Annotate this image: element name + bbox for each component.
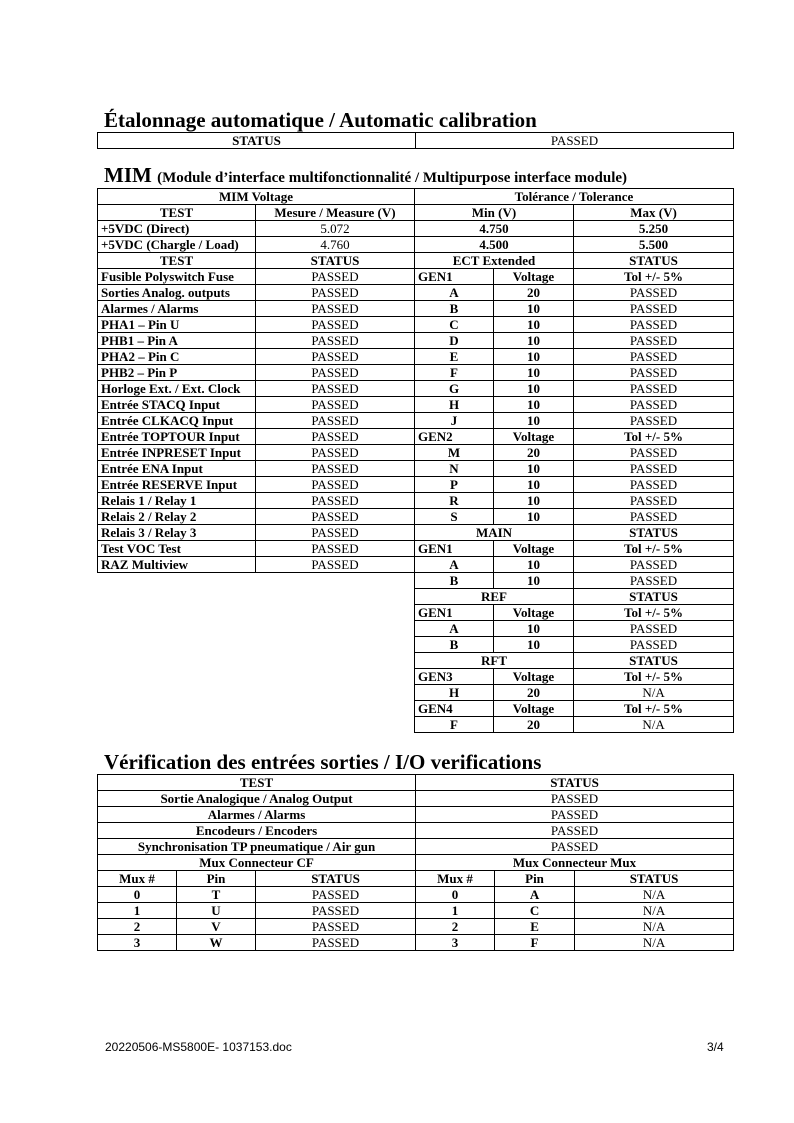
channel-voltage: 10 bbox=[494, 637, 574, 653]
voltage-min: 4.750 bbox=[415, 221, 574, 237]
mux-mux-number: 1 bbox=[416, 903, 495, 919]
channel-letter: R bbox=[415, 493, 494, 509]
channel-letter: C bbox=[415, 317, 494, 333]
mux-mux-status-header: STATUS bbox=[575, 871, 734, 887]
ect-status-header: STATUS bbox=[574, 253, 734, 269]
channel-status: PASSED bbox=[574, 621, 734, 637]
mux-cf-number: 2 bbox=[98, 919, 177, 935]
col-max-header: Max (V) bbox=[574, 205, 734, 221]
channel-status: PASSED bbox=[574, 413, 734, 429]
ect-extended-header: ECT Extended bbox=[415, 253, 574, 269]
mux-cf-number: 1 bbox=[98, 903, 177, 919]
test-name: Entrée RESERVE Input bbox=[98, 477, 256, 493]
mim-title-main: MIM bbox=[104, 163, 152, 187]
channel-voltage: 20 bbox=[494, 717, 574, 733]
table-row bbox=[98, 413, 734, 429]
table-row bbox=[98, 397, 734, 413]
channel-voltage: 10 bbox=[494, 413, 574, 429]
voltage-label: Voltage bbox=[494, 269, 574, 285]
table-row bbox=[98, 605, 734, 621]
test-status: PASSED bbox=[256, 429, 415, 445]
voltage-min: 4.500 bbox=[415, 237, 574, 253]
io-test: Synchronisation TP pneumatique / Air gun bbox=[98, 839, 416, 855]
col-test-header: TEST bbox=[98, 205, 256, 221]
test-name: Relais 3 / Relay 3 bbox=[98, 525, 256, 541]
mim-title-sub: (Module d’interface multifonctionnalité / Multipurpose interface module) bbox=[157, 170, 628, 186]
table-row bbox=[98, 333, 734, 349]
channel-voltage: 10 bbox=[494, 349, 574, 365]
channel-voltage: 10 bbox=[494, 557, 574, 573]
table-row bbox=[98, 701, 734, 717]
mux-header-row bbox=[98, 871, 734, 887]
io-table bbox=[97, 774, 734, 951]
test-name: Horloge Ext. / Ext. Clock bbox=[98, 381, 256, 397]
calibration-status-value: PASSED bbox=[416, 133, 734, 149]
io-title: Vérification des entrées sorties / I/O verifications bbox=[104, 750, 542, 774]
channel-status: PASSED bbox=[574, 557, 734, 573]
io-test: Sortie Analogique / Analog Output bbox=[98, 791, 416, 807]
table-row bbox=[98, 685, 734, 701]
mux-mux-status: N/A bbox=[575, 919, 734, 935]
mux-cf-status: PASSED bbox=[256, 935, 416, 951]
channel-letter: N bbox=[415, 461, 494, 477]
channel-letter: H bbox=[415, 685, 494, 701]
test-name: Entrée INPRESET Input bbox=[98, 445, 256, 461]
mux-row bbox=[98, 887, 734, 903]
mux-mux-pin: A bbox=[495, 887, 575, 903]
empty-cell bbox=[98, 701, 256, 717]
left-status-header: STATUS bbox=[256, 253, 415, 269]
channel-status: PASSED bbox=[574, 381, 734, 397]
mux-mux-number: 2 bbox=[416, 919, 495, 935]
io-header-row bbox=[98, 775, 734, 791]
tolerance-label: Tol +/- 5% bbox=[574, 669, 734, 685]
voltage-label: Voltage bbox=[494, 605, 574, 621]
tolerance-label: Tol +/- 5% bbox=[574, 541, 734, 557]
mux-row bbox=[98, 903, 734, 919]
group-name: MAIN bbox=[415, 525, 574, 541]
mim-table bbox=[97, 188, 734, 733]
table-row bbox=[98, 429, 734, 445]
calibration-title: Étalonnage automatique / Automatic calibration bbox=[104, 108, 537, 132]
channel-status: PASSED bbox=[574, 349, 734, 365]
generator-name: GEN3 bbox=[415, 669, 494, 685]
table-row bbox=[98, 285, 734, 301]
table-row bbox=[98, 509, 734, 525]
mux-mux-number: 0 bbox=[416, 887, 495, 903]
voltage-label: Voltage bbox=[494, 669, 574, 685]
table-row bbox=[98, 573, 734, 589]
empty-cell bbox=[256, 621, 415, 637]
channel-letter: F bbox=[415, 365, 494, 381]
group-status-header: STATUS bbox=[574, 525, 734, 541]
mux-cf-pin-header: Pin bbox=[177, 871, 256, 887]
channel-voltage: 10 bbox=[494, 381, 574, 397]
empty-cell bbox=[98, 653, 256, 669]
channel-letter: B bbox=[415, 301, 494, 317]
table-row bbox=[98, 349, 734, 365]
mux-mux-pin: E bbox=[495, 919, 575, 935]
channel-status: N/A bbox=[574, 717, 734, 733]
channel-status: PASSED bbox=[574, 397, 734, 413]
mux-cf-number: 0 bbox=[98, 887, 177, 903]
channel-status: PASSED bbox=[574, 301, 734, 317]
voltage-row bbox=[98, 221, 734, 237]
test-status: PASSED bbox=[256, 317, 415, 333]
tolerance-label: Tol +/- 5% bbox=[574, 269, 734, 285]
test-status: PASSED bbox=[256, 493, 415, 509]
test-name: RAZ Multiview bbox=[98, 557, 256, 573]
voltage-max: 5.500 bbox=[574, 237, 734, 253]
empty-cell bbox=[98, 637, 256, 653]
mux-mux-title: Mux Connecteur Mux bbox=[416, 855, 734, 871]
channel-voltage: 10 bbox=[494, 573, 574, 589]
voltage-label: Voltage bbox=[494, 701, 574, 717]
mim-voltage-header: MIM Voltage bbox=[98, 189, 415, 205]
channel-voltage: 10 bbox=[494, 509, 574, 525]
table-row bbox=[98, 589, 734, 605]
test-name: Entrée CLKACQ Input bbox=[98, 413, 256, 429]
io-status: PASSED bbox=[416, 823, 734, 839]
channel-status: PASSED bbox=[574, 285, 734, 301]
mim-title bbox=[104, 163, 627, 188]
mux-row bbox=[98, 935, 734, 951]
table-row bbox=[98, 381, 734, 397]
empty-cell bbox=[256, 605, 415, 621]
left-test-header: TEST bbox=[98, 253, 256, 269]
generator-name: GEN2 bbox=[415, 429, 494, 445]
channel-status: PASSED bbox=[574, 317, 734, 333]
channel-voltage: 20 bbox=[494, 445, 574, 461]
io-test: Alarmes / Alarms bbox=[98, 807, 416, 823]
test-name: PHA2 – Pin C bbox=[98, 349, 256, 365]
mux-cf-number: 3 bbox=[98, 935, 177, 951]
mux-cf-status: PASSED bbox=[256, 903, 416, 919]
channel-letter: M bbox=[415, 445, 494, 461]
test-status: PASSED bbox=[256, 445, 415, 461]
mux-row bbox=[98, 919, 734, 935]
channel-voltage: 10 bbox=[494, 365, 574, 381]
channel-status: PASSED bbox=[574, 445, 734, 461]
test-status: PASSED bbox=[256, 461, 415, 477]
mux-mux-mux-header: Mux # bbox=[416, 871, 495, 887]
test-status: PASSED bbox=[256, 397, 415, 413]
mux-cf-status: PASSED bbox=[256, 887, 416, 903]
test-name: Test VOC Test bbox=[98, 541, 256, 557]
channel-status: PASSED bbox=[574, 477, 734, 493]
test-status: PASSED bbox=[256, 413, 415, 429]
mux-cf-pin: U bbox=[177, 903, 256, 919]
channel-voltage: 10 bbox=[494, 477, 574, 493]
io-status: PASSED bbox=[416, 807, 734, 823]
io-col-status: STATUS bbox=[416, 775, 734, 791]
channel-letter: P bbox=[415, 477, 494, 493]
test-name: Sorties Analog. outputs bbox=[98, 285, 256, 301]
test-status: PASSED bbox=[256, 285, 415, 301]
test-status: PASSED bbox=[256, 301, 415, 317]
group-name: REF bbox=[415, 589, 574, 605]
io-row bbox=[98, 839, 734, 855]
col-measure-header: Mesure / Measure (V) bbox=[256, 205, 415, 221]
test-name: Alarmes / Alarms bbox=[98, 301, 256, 317]
test-status: PASSED bbox=[256, 365, 415, 381]
voltage-test: +5VDC (Direct) bbox=[98, 221, 256, 237]
table-row bbox=[98, 525, 734, 541]
mux-mux-status: N/A bbox=[575, 887, 734, 903]
empty-cell bbox=[98, 573, 256, 589]
tolerance-header: Tolérance / Tolerance bbox=[415, 189, 734, 205]
empty-cell bbox=[256, 669, 415, 685]
empty-cell bbox=[98, 685, 256, 701]
mux-cf-pin: T bbox=[177, 887, 256, 903]
generator-name: GEN4 bbox=[415, 701, 494, 717]
test-status: PASSED bbox=[256, 557, 415, 573]
channel-letter: A bbox=[415, 621, 494, 637]
channel-voltage: 10 bbox=[494, 301, 574, 317]
channel-voltage: 10 bbox=[494, 461, 574, 477]
test-name: Entrée TOPTOUR Input bbox=[98, 429, 256, 445]
channel-status: PASSED bbox=[574, 333, 734, 349]
empty-cell bbox=[256, 685, 415, 701]
io-row bbox=[98, 807, 734, 823]
channel-letter: S bbox=[415, 509, 494, 525]
channel-status: PASSED bbox=[574, 637, 734, 653]
channel-status: N/A bbox=[574, 685, 734, 701]
empty-cell bbox=[256, 573, 415, 589]
voltage-max: 5.250 bbox=[574, 221, 734, 237]
table-row bbox=[98, 477, 734, 493]
mux-mux-pin: C bbox=[495, 903, 575, 919]
channel-voltage: 20 bbox=[494, 285, 574, 301]
channel-letter: A bbox=[415, 285, 494, 301]
io-col-test: TEST bbox=[98, 775, 416, 791]
channel-voltage: 10 bbox=[494, 621, 574, 637]
test-status: PASSED bbox=[256, 349, 415, 365]
empty-cell bbox=[98, 669, 256, 685]
voltage-test: +5VDC (Chargle / Load) bbox=[98, 237, 256, 253]
table-row bbox=[98, 637, 734, 653]
group-name: RFT bbox=[415, 653, 574, 669]
io-row bbox=[98, 791, 734, 807]
io-test: Encodeurs / Encoders bbox=[98, 823, 416, 839]
mux-mux-pin: F bbox=[495, 935, 575, 951]
test-name: PHB2 – Pin P bbox=[98, 365, 256, 381]
calibration-row bbox=[98, 133, 734, 149]
empty-cell bbox=[256, 717, 415, 733]
test-status: PASSED bbox=[256, 541, 415, 557]
table-row bbox=[98, 669, 734, 685]
voltage-measure: 4.760 bbox=[256, 237, 415, 253]
mux-cf-title: Mux Connecteur CF bbox=[98, 855, 416, 871]
test-status: PASSED bbox=[256, 525, 415, 541]
mux-cf-status: PASSED bbox=[256, 919, 416, 935]
test-name: Entrée ENA Input bbox=[98, 461, 256, 477]
group-status-header: STATUS bbox=[574, 589, 734, 605]
channel-letter: H bbox=[415, 397, 494, 413]
generator-name: GEN1 bbox=[415, 269, 494, 285]
test-name: Relais 1 / Relay 1 bbox=[98, 493, 256, 509]
io-status: PASSED bbox=[416, 791, 734, 807]
voltage-measure: 5.072 bbox=[256, 221, 415, 237]
channel-letter: D bbox=[415, 333, 494, 349]
table-row bbox=[98, 653, 734, 669]
voltage-row bbox=[98, 237, 734, 253]
channel-letter: J bbox=[415, 413, 494, 429]
test-status: PASSED bbox=[256, 333, 415, 349]
mux-title-row bbox=[98, 855, 734, 871]
channel-voltage: 10 bbox=[494, 317, 574, 333]
table-row bbox=[98, 493, 734, 509]
test-name: PHB1 – Pin A bbox=[98, 333, 256, 349]
calibration-status-label: STATUS bbox=[98, 133, 416, 149]
test-status: PASSED bbox=[256, 477, 415, 493]
tolerance-label: Tol +/- 5% bbox=[574, 701, 734, 717]
channel-letter: E bbox=[415, 349, 494, 365]
group-status-header: STATUS bbox=[574, 653, 734, 669]
empty-cell bbox=[256, 589, 415, 605]
channel-status: PASSED bbox=[574, 365, 734, 381]
channel-letter: B bbox=[415, 573, 494, 589]
table-row bbox=[98, 557, 734, 573]
table-row bbox=[98, 541, 734, 557]
mux-cf-pin: W bbox=[177, 935, 256, 951]
mux-mux-number: 3 bbox=[416, 935, 495, 951]
table-row bbox=[98, 317, 734, 333]
test-status-header bbox=[98, 253, 734, 269]
channel-status: PASSED bbox=[574, 509, 734, 525]
channel-status: PASSED bbox=[574, 573, 734, 589]
io-row bbox=[98, 823, 734, 839]
channel-status: PASSED bbox=[574, 461, 734, 477]
empty-cell bbox=[98, 605, 256, 621]
empty-cell bbox=[98, 717, 256, 733]
test-status: PASSED bbox=[256, 509, 415, 525]
test-status: PASSED bbox=[256, 381, 415, 397]
mim-column-header bbox=[98, 205, 734, 221]
empty-cell bbox=[256, 637, 415, 653]
table-row bbox=[98, 461, 734, 477]
mux-cf-status-header: STATUS bbox=[256, 871, 416, 887]
channel-letter: B bbox=[415, 637, 494, 653]
mux-mux-status: N/A bbox=[575, 903, 734, 919]
col-min-header: Min (V) bbox=[415, 205, 574, 221]
calibration-table bbox=[97, 132, 734, 149]
table-row bbox=[98, 717, 734, 733]
generator-name: GEN1 bbox=[415, 541, 494, 557]
channel-voltage: 10 bbox=[494, 493, 574, 509]
test-name: Relais 2 / Relay 2 bbox=[98, 509, 256, 525]
channel-voltage: 10 bbox=[494, 397, 574, 413]
test-status: PASSED bbox=[256, 269, 415, 285]
mux-cf-pin: V bbox=[177, 919, 256, 935]
mux-mux-status: N/A bbox=[575, 935, 734, 951]
voltage-label: Voltage bbox=[494, 429, 574, 445]
table-row bbox=[98, 365, 734, 381]
test-name: Entrée STACQ Input bbox=[98, 397, 256, 413]
table-row bbox=[98, 445, 734, 461]
tolerance-label: Tol +/- 5% bbox=[574, 429, 734, 445]
empty-cell bbox=[98, 589, 256, 605]
voltage-label: Voltage bbox=[494, 541, 574, 557]
channel-voltage: 10 bbox=[494, 333, 574, 349]
tolerance-label: Tol +/- 5% bbox=[574, 605, 734, 621]
mux-mux-pin-header: Pin bbox=[495, 871, 575, 887]
channel-voltage: 20 bbox=[494, 685, 574, 701]
channel-letter: F bbox=[415, 717, 494, 733]
generator-name: GEN1 bbox=[415, 605, 494, 621]
table-row bbox=[98, 269, 734, 285]
test-name: Fusible Polyswitch Fuse bbox=[98, 269, 256, 285]
footer-filename: 20220506-MS5800E- 1037153.doc bbox=[105, 1040, 292, 1054]
mux-cf-mux-header: Mux # bbox=[98, 871, 177, 887]
channel-letter: A bbox=[415, 557, 494, 573]
empty-cell bbox=[98, 621, 256, 637]
empty-cell bbox=[256, 701, 415, 717]
table-row bbox=[98, 301, 734, 317]
mim-top-header bbox=[98, 189, 734, 205]
table-row bbox=[98, 621, 734, 637]
channel-letter: G bbox=[415, 381, 494, 397]
empty-cell bbox=[256, 653, 415, 669]
footer-page-number: 3/4 bbox=[707, 1040, 724, 1054]
io-status: PASSED bbox=[416, 839, 734, 855]
test-name: PHA1 – Pin U bbox=[98, 317, 256, 333]
channel-status: PASSED bbox=[574, 493, 734, 509]
